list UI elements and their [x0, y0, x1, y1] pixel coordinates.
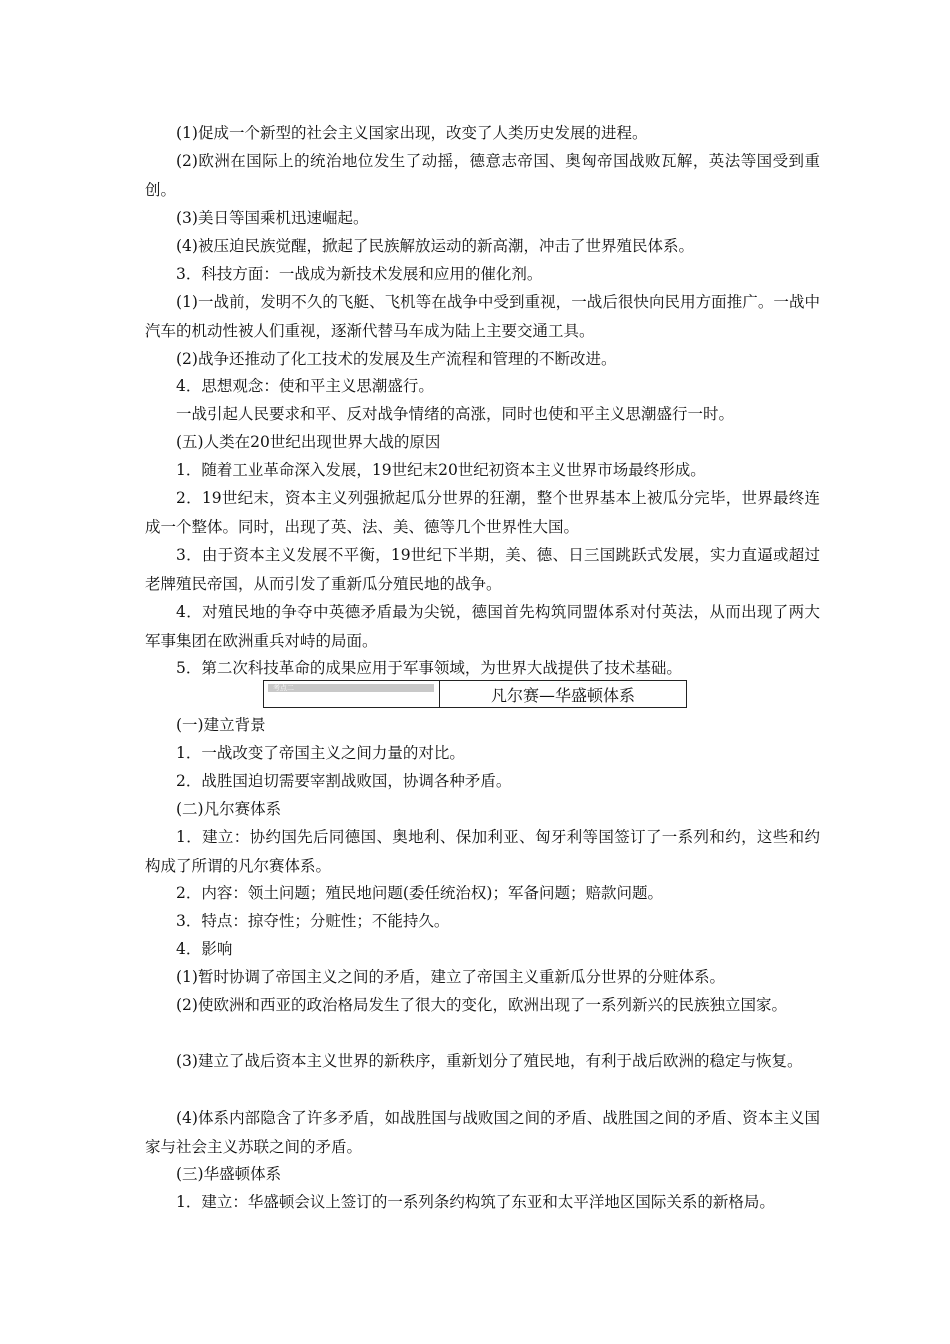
paragraph: 5．第二次科技革命的成果应用于军事领域，为世界大战提供了技术基础。: [176, 659, 682, 677]
paragraph: (3)建立了战后资本主义世界的新秩序，重新划分了殖民地，有利于战后欧洲的稳定与恢复。: [176, 1052, 803, 1070]
section-heading: (一)建立背景: [176, 716, 266, 734]
paragraph: 3．特点：掠夺性；分赃性；不能持久。: [176, 912, 450, 930]
section-heading: (三)华盛顿体系: [176, 1165, 282, 1183]
paragraph: 2．内容：领土问题；殖民地问题(委任统治权)；军备问题；赔款问题。: [176, 884, 663, 902]
paragraph: (2)欧洲在国际上的统治地位发生了动摇，德意志帝国、奥匈帝国战败瓦解，英法等国受到重创。: [145, 152, 820, 199]
section-tag-cell: [264, 681, 440, 707]
paragraph: (4)被压迫民族觉醒，掀起了民族解放运动的新高潮，冲击了世界殖民体系。: [176, 237, 694, 255]
paragraph: (2)战争还推动了化工技术的发展及生产流程和管理的不断改进。: [176, 350, 617, 368]
paragraph: (1)促成一个新型的社会主义国家出现，改变了人类历史发展的进程。: [176, 124, 648, 142]
section-tag-label: 考点二: [273, 684, 294, 692]
paragraph: 4．影响: [176, 940, 233, 958]
paragraph: 3．由于资本主义发展不平衡，19世纪下半期，美、德、日三国跳跃式发展，实力直逼或超过老牌殖民帝国，从而引发了重新瓜分殖民地的战争。: [145, 546, 820, 593]
paragraph: (3)美日等国乘机迅速崛起。: [176, 209, 369, 227]
paragraph: 1．一战改变了帝国主义之间力量的对比。: [176, 744, 465, 762]
section-heading: (五)人类在20世纪出现世界大战的原因: [176, 433, 441, 451]
section-heading: (二)凡尔赛体系: [176, 800, 282, 818]
paragraph: 一战引起人民要求和平、反对战争情绪的高涨，同时也使和平主义思潮盛行一时。: [176, 405, 735, 423]
paragraph: 3．科技方面：一战成为新技术发展和应用的催化剂。: [176, 265, 543, 283]
paragraph: (1)暂时协调了帝国主义之间的矛盾，建立了帝国主义重新瓜分世界的分赃体系。: [176, 968, 725, 986]
paragraph: 2．战胜国迫切需要宰割战败国，协调各种矛盾。: [176, 772, 512, 790]
paragraph: 1．随着工业革命深入发展，19世纪末20世纪初资本主义世界市场最终形成。: [176, 461, 706, 479]
paragraph: 4．对殖民地的争夺中英德矛盾最为尖锐，德国首先构筑同盟体系对付英法，从而出现了两大军事集团在欧洲重兵对峙的局面。: [145, 603, 820, 650]
paragraph: (2)使欧洲和西亚的政治格局发生了很大的变化，欧洲出现了一系列新兴的民族独立国家。: [176, 996, 787, 1014]
paragraph: 2．19世纪末，资本主义列强掀起瓜分世界的狂潮，整个世界基本上被瓜分完毕，世界最终连成一个整体。同时，出现了英、法、美、德等几个世界性大国。: [145, 489, 820, 536]
section-title: 凡尔赛—华盛顿体系: [490, 685, 635, 705]
section-tag: [268, 684, 434, 692]
paragraph: (4)体系内部隐含了许多矛盾，如战胜国与战败国之间的矛盾、战胜国之间的矛盾、资本主义国家与社会主义苏联之间的矛盾。: [145, 1109, 820, 1156]
paragraph: (1)一战前，发明不久的飞艇、飞机等在战争中受到重视，一战后很快向民用方面推广。一战中汽车的机动性被人们重视，逐渐代替马车成为陆上主要交通工具。: [145, 293, 820, 340]
paragraph: 1．建立：华盛顿会议上签订的一系列条约构筑了东亚和太平洋地区国际关系的新格局。: [176, 1193, 775, 1211]
paragraph: 1．建立：协约国先后同德国、奥地利、保加利亚、匈牙利等国签订了一系列和约，这些和约构成了所谓的凡尔赛体系。: [145, 828, 820, 875]
section-title-box: [263, 680, 687, 708]
paragraph: 4．思想观念：使和平主义思潮盛行。: [176, 377, 434, 395]
